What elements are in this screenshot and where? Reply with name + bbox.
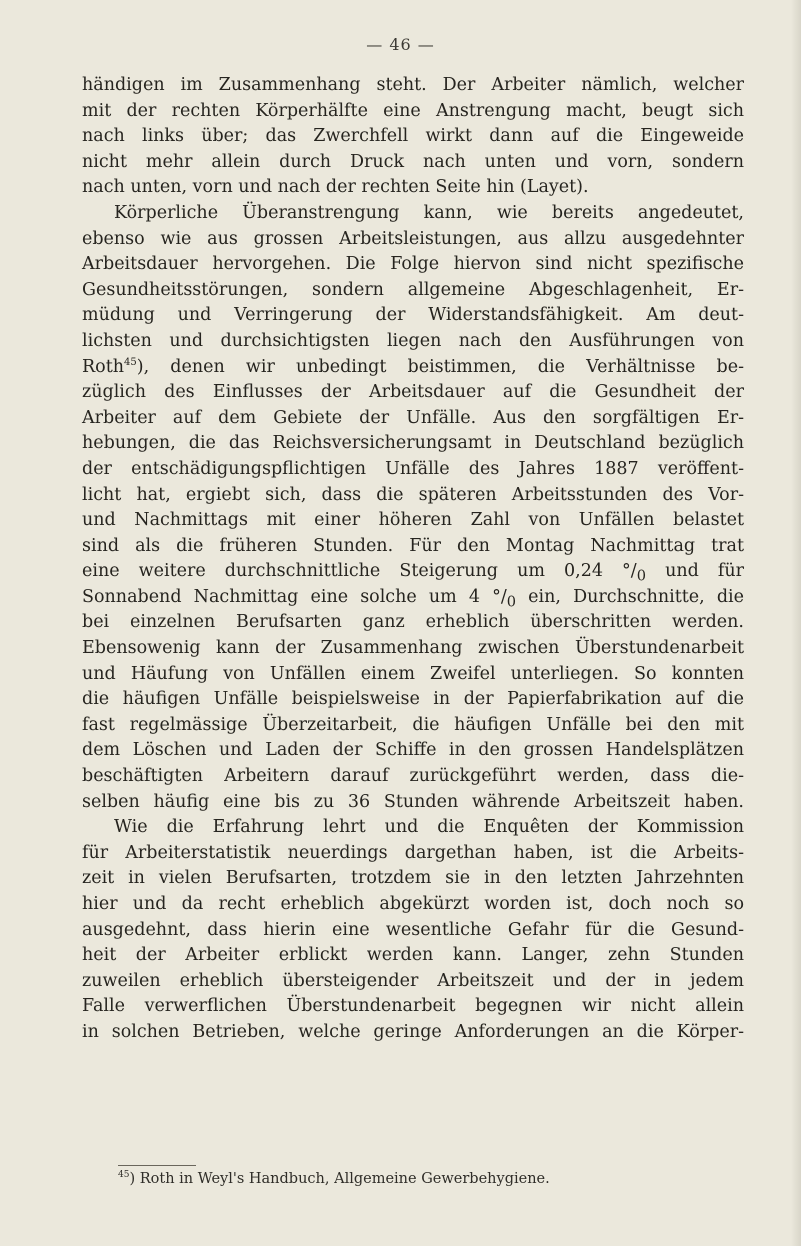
- text-line: beschäftigten Arbeitern darauf zurückgeführt werden, dass die-: [82, 766, 744, 787]
- footnote-marker: 45: [118, 1170, 130, 1181]
- text-line: hebungen, die das Reichsversicherungsamt in Deutschland bezüglich: [82, 433, 744, 454]
- text-line: Arbeitsdauer hervorgehen. Die Folge hiervon sind nicht spezifische: [82, 254, 744, 275]
- text-line: dem Löschen und Laden der Schiffe in den grossen Handelsplätzen: [82, 740, 744, 761]
- footnote-text: ) Roth in Weyl's Handbuch, Allgemeine Gewerbehygiene.: [129, 1171, 550, 1187]
- footnote: [118, 1171, 550, 1187]
- percent-subscript: 0: [506, 593, 517, 611]
- text-line: lichsten und durchsichtigsten liegen nach den Ausführungen von: [82, 330, 744, 351]
- line-text: Sonnabend Nachmittag eine solche um 4 °/: [82, 586, 507, 607]
- text-line: Gesundheitsstörungen, sondern allgemeine Abgeschlagenheit, Er-: [82, 279, 744, 300]
- text-line: nach unten, vorn und nach der rechten Seite hin (Layet).: [82, 177, 589, 198]
- author-name: Roth: [82, 356, 125, 377]
- page-edge-shadow: [791, 0, 801, 1246]
- text-line: zeit in vielen Berufsarten, trotzdem sie in den letzten Jahrzehnten: [82, 868, 744, 889]
- text-line: ausgedehnt, dass hierin eine wesentliche Gefahr für die Gesund-: [82, 919, 744, 940]
- text-line: zuweilen erheblich übersteigender Arbeitszeit und der in jedem: [82, 970, 744, 991]
- line-text: eine weitere durchschnittliche Steigerung um 0,24 °/: [82, 561, 637, 582]
- text-line: der entschädigungspflichtigen Unfälle des Jahres 1887 veröffent-: [82, 458, 744, 479]
- text-line: und Häufung von Unfällen einem Zweifel unterliegen. So konnten: [82, 663, 744, 684]
- text-line: händigen im Zusammenhang steht. Der Arbeiter nämlich, welcher: [82, 75, 744, 95]
- text-line: Falle verwerflichen Überstundenarbeit begegnen wir nicht allein: [82, 996, 744, 1017]
- text-line: mit der rechten Körperhälfte eine Anstrengung macht, beugt sich: [82, 100, 744, 121]
- text-line: müdung und Verringerung der Widerstandsfähigkeit. Am deut-: [82, 305, 744, 326]
- text-line: züglich des Einflusses der Arbeitsdauer auf die Gesundheit der: [82, 382, 744, 403]
- line-continuation: und für: [646, 561, 745, 582]
- footnote-divider: [118, 1165, 196, 1166]
- text-line: hier und da recht erheblich abgekürzt worden ist, doch noch so: [82, 894, 744, 914]
- text-line: heit der Arbeiter erblickt werden kann. Langer, zehn Stunden: [82, 945, 744, 966]
- text-line: und Nachmittags mit einer höheren Zahl von Unfällen belastet: [82, 510, 744, 531]
- page-number: — 46 —: [366, 35, 435, 54]
- text-line: nach links über; das Zwerchfell wirkt dann auf die Eingeweide: [82, 126, 744, 147]
- text-line-with-percent: [82, 559, 744, 585]
- footnote-reference: 45: [124, 356, 137, 368]
- text-line: nicht mehr allein durch Druck nach unten und vorn, sondern: [82, 151, 744, 172]
- text-line-with-footnote-ref: [82, 355, 744, 381]
- text-line: für Arbeiterstatistik neuerdings dargethan haben, ist die Arbeits-: [82, 842, 744, 863]
- text-line: Wie die Erfahrung lehrt und die Enquêten der Kommission: [114, 817, 744, 838]
- text-line: licht hat, ergiebt sich, dass die späteren Arbeitsstunden des Vor-: [82, 484, 744, 505]
- text-line: Körperliche Überanstrengung kann, wie bereits angedeutet,: [114, 202, 744, 223]
- line-continuation: ), denen wir unbedingt beistimmen, die Verhältnisse be-: [136, 356, 744, 377]
- text-line: fast regelmässige Überzeitarbeit, die häufigen Unfälle bei den mit: [82, 714, 744, 735]
- percent-subscript: 0: [636, 567, 646, 585]
- body-text: [82, 73, 744, 1046]
- line-continuation: ein, Durchschnitte, die: [516, 586, 744, 607]
- text-line: selben häufig eine bis zu 36 Stunden währende Arbeitszeit haben.: [82, 791, 744, 812]
- text-line: die häufigen Unfälle beispielsweise in der Papierfabrikation auf die: [82, 689, 744, 710]
- text-line: Ebensowenig kann der Zusammenhang zwischen Überstundenarbeit: [82, 638, 744, 659]
- text-line: sind als die früheren Stunden. Für den Montag Nachmittag trat: [82, 535, 744, 556]
- text-line: ebenso wie aus grossen Arbeitsleistungen, aus allzu ausgedehnter: [82, 228, 744, 249]
- text-line: bei einzelnen Berufsarten ganz erheblich überschritten werden.: [82, 612, 744, 633]
- text-line: in solchen Betrieben, welche geringe Anforderungen an die Körper-: [82, 1021, 744, 1042]
- text-line: Arbeiter auf dem Gebiete der Unfälle. Aus den sorgfältigen Er-: [82, 407, 744, 428]
- text-line-with-percent: [82, 585, 744, 611]
